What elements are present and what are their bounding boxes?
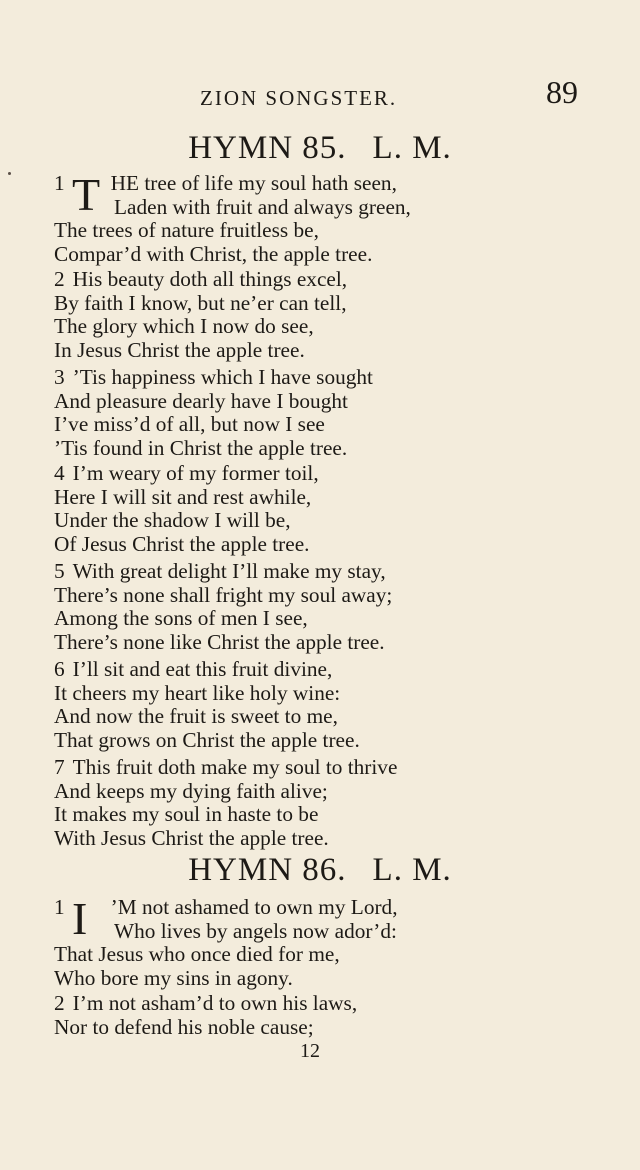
ink-speck <box>8 172 11 175</box>
verse-line: Here I will sit and rest awhile, <box>54 484 312 509</box>
verse-number: 6 <box>54 657 65 681</box>
verse-number: 5 <box>54 559 65 583</box>
verse-line: That grows on Christ the apple tree. <box>54 727 360 752</box>
hymn-title <box>0 852 640 889</box>
verse <box>54 893 494 990</box>
drop-cap: I <box>72 893 88 944</box>
verse-number: 2 <box>54 267 65 291</box>
verse-line: Under the shadow I will be, <box>54 508 291 533</box>
verse <box>54 462 494 556</box>
verse-line: There’s none like Christ the apple tree. <box>54 629 385 654</box>
verse-line: 7 This fruit doth make my soul to thrive <box>54 755 398 779</box>
verse-line: Nor to defend his noble cause; <box>54 1014 314 1039</box>
verse-line: The glory which I now do see, <box>54 314 314 339</box>
drop-cap: T <box>72 169 101 220</box>
verse-line: Laden with fruit and always green, <box>114 194 411 219</box>
running-head: ZION SONGSTER. <box>200 86 398 110</box>
verse-line: Of Jesus Christ the apple tree. <box>54 531 310 556</box>
page-number: 89 <box>546 74 578 110</box>
hymn-meter: L. M. <box>372 852 452 888</box>
verse-line: And keeps my dying faith alive; <box>54 778 328 803</box>
hymn-title <box>0 130 640 167</box>
verse-number: 2 <box>54 991 65 1015</box>
verse-line: Who lives by angels now ador’d: <box>114 918 397 943</box>
verse-line: 1 ’M not ashamed to own my Lord, <box>54 895 398 919</box>
verse-number: 3 <box>54 365 65 389</box>
verse-line: 6 I’ll sit and eat this fruit divine, <box>54 657 333 681</box>
verse-line: It cheers my heart like holy wine: <box>54 680 341 705</box>
verse-line: There’s none shall fright my soul away; <box>54 582 393 607</box>
verse-line: And pleasure dearly have I bought <box>54 388 348 413</box>
signature-mark: 12 <box>300 1040 320 1062</box>
verse <box>54 756 494 850</box>
hymn-meter: L. M. <box>372 130 452 166</box>
hymn-number: HYMN 85. <box>188 130 347 166</box>
verse-number: 1 <box>54 171 65 195</box>
verse <box>54 268 494 362</box>
verse-line: Who bore my sins in agony. <box>54 965 293 990</box>
verse-line: 2 His beauty doth all things excel, <box>54 267 348 291</box>
verse-line: By faith I know, but ne’er can tell, <box>54 290 347 315</box>
verse-line: 3 ’Tis happiness which I have sought <box>54 365 373 389</box>
verse <box>54 992 494 1039</box>
verse-line: 5 With great delight I’ll make my stay, <box>54 559 386 583</box>
verse <box>54 658 494 752</box>
verse-line: 2 I’m not asham’d to own his laws, <box>54 991 358 1015</box>
verse-line: And now the fruit is sweet to me, <box>54 704 338 729</box>
verse <box>54 560 494 654</box>
verse-number: 1 <box>54 895 65 919</box>
hymn-number: HYMN 86. <box>188 852 347 888</box>
verse-line: It makes my soul in haste to be <box>54 802 319 827</box>
verse <box>54 366 494 460</box>
verse-line: ’Tis found in Christ the apple tree. <box>54 435 348 460</box>
verse-number: 7 <box>54 755 65 779</box>
verse-line: Among the sons of men I see, <box>54 606 308 631</box>
verse-line: That Jesus who once died for me, <box>54 942 340 967</box>
verse-line: In Jesus Christ the apple tree. <box>54 337 305 362</box>
verse-line: 1 HE tree of life my soul hath seen, <box>54 171 397 195</box>
verse-line: 4 I’m weary of my former toil, <box>54 461 319 485</box>
verse-line: I’ve miss’d of all, but now I see <box>54 412 325 437</box>
verse-number: 4 <box>54 461 65 485</box>
verse <box>54 169 494 266</box>
verse-line: Compar’d with Christ, the apple tree. <box>54 241 373 266</box>
verse-line: With Jesus Christ the apple tree. <box>54 825 329 850</box>
verse-line: The trees of nature fruitless be, <box>54 218 319 243</box>
